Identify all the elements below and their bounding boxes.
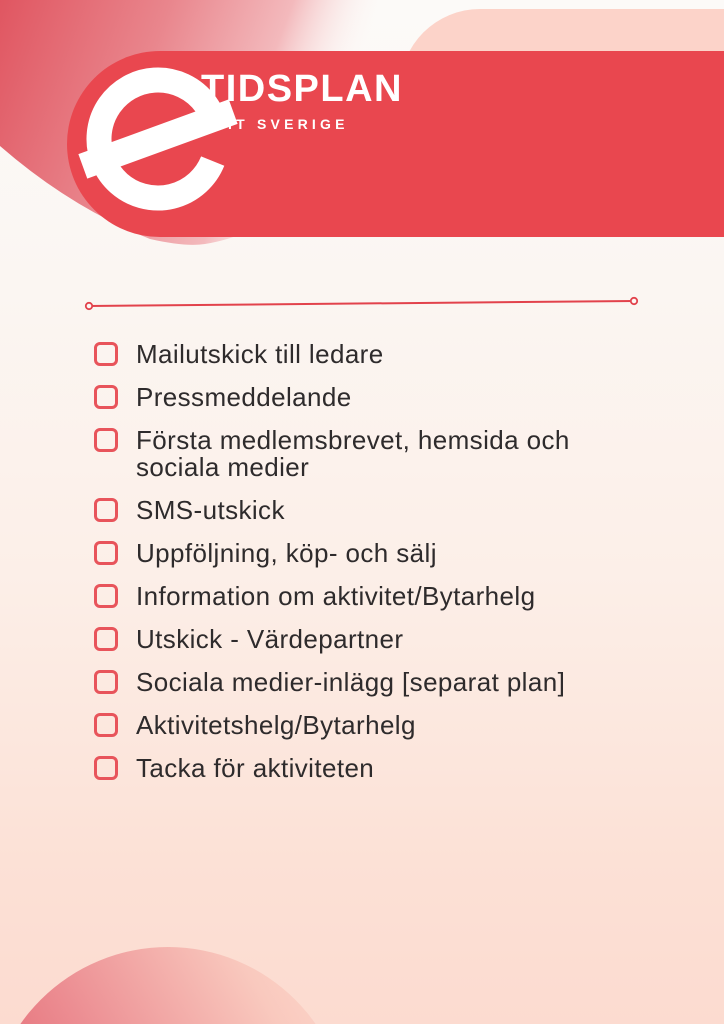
divider-dot-left	[86, 303, 92, 309]
checkbox-icon	[94, 428, 118, 452]
checklist-item	[94, 712, 634, 739]
checklist-item-label: Pressmeddelande	[136, 382, 352, 412]
checklist-item-label: Tacka för aktiviteten	[136, 753, 375, 783]
checklist-item	[94, 341, 634, 368]
checklist-item-label: Uppföljning, köp- och sälj	[136, 538, 437, 568]
checklist-item	[94, 583, 634, 610]
checklist-item-label: Information om aktivitet/Bytarhelg	[136, 581, 536, 611]
divider-dot-right	[631, 298, 637, 304]
checkbox-icon	[94, 713, 118, 737]
checklist-item-label: Första medlemsbrevet, hemsida och sociala medier	[136, 425, 570, 482]
checklist-item-label: Sociala medier-inlägg [separat plan]	[136, 667, 566, 697]
bottom-left-circle-shape	[0, 947, 348, 1024]
checklist-item	[94, 497, 634, 524]
checklist-item-label: Mailutskick till ledare	[136, 339, 384, 369]
checkbox-icon	[94, 756, 118, 780]
checkbox-icon	[94, 541, 118, 565]
checklist-item	[94, 540, 634, 567]
checkbox-icon	[94, 670, 118, 694]
checklist-item-label: SMS-utskick	[136, 495, 285, 525]
checklist-item	[94, 755, 634, 782]
checklist-item	[94, 669, 634, 696]
checkbox-icon	[94, 342, 118, 366]
checkbox-icon	[94, 498, 118, 522]
checklist-item	[94, 384, 634, 411]
page-subtitle: UZIT SVERIGE	[201, 116, 349, 132]
checkbox-icon	[94, 627, 118, 651]
checkbox-icon	[94, 385, 118, 409]
divider-line	[80, 294, 650, 314]
checklist-item	[94, 626, 634, 653]
checklist-item	[94, 427, 634, 481]
page-title: TIDSPLAN	[201, 68, 403, 110]
checklist-item-label: Aktivitetshelg/Bytarhelg	[136, 710, 416, 740]
header-title-block	[201, 70, 403, 132]
checkbox-icon	[94, 584, 118, 608]
checklist-item-label: Utskick - Värdepartner	[136, 624, 404, 654]
checklist	[94, 341, 634, 798]
